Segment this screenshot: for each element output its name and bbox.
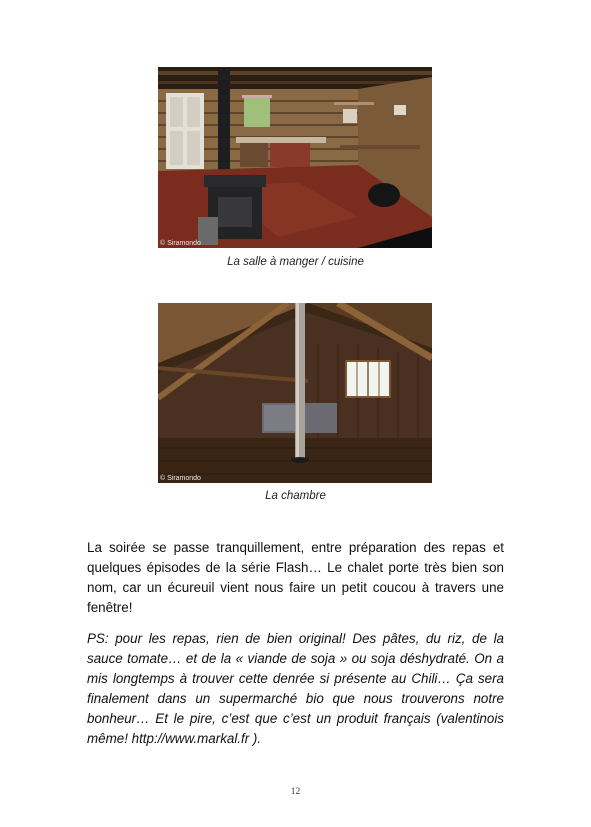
watermark: © Siramondo bbox=[160, 475, 201, 482]
photo-bedroom bbox=[158, 303, 432, 483]
watermark: © Siramondo bbox=[160, 240, 201, 247]
page-number: 12 bbox=[290, 787, 301, 797]
photo-caption: La chambre bbox=[265, 490, 326, 502]
ps-paragraph: PS: pour les repas, rien de bien original! Des pâtes, du riz, de la sauce tomate… et de la « viande de soja » ou soja déshydraté. On a mis longtemps à trouver cette denrée si présente au Chili… Ça sera finalement dans un supermarché bio que nous trouverons notre bonheur… Et le pire, c’est que c’est un produit français (valentinois même! http://www.markal.fr ). bbox=[87, 631, 504, 746]
photo-caption: La salle à manger / cuisine bbox=[227, 256, 364, 268]
photo-dining-kitchen bbox=[158, 67, 432, 248]
body-paragraph: La soirée se passe tranquillement, entre préparation des repas et quelques épisodes de la série Flash… Le chalet porte très bien son nom, car un écureuil vient nous faire un petit coucou à travers une fenêtre! bbox=[87, 540, 504, 615]
